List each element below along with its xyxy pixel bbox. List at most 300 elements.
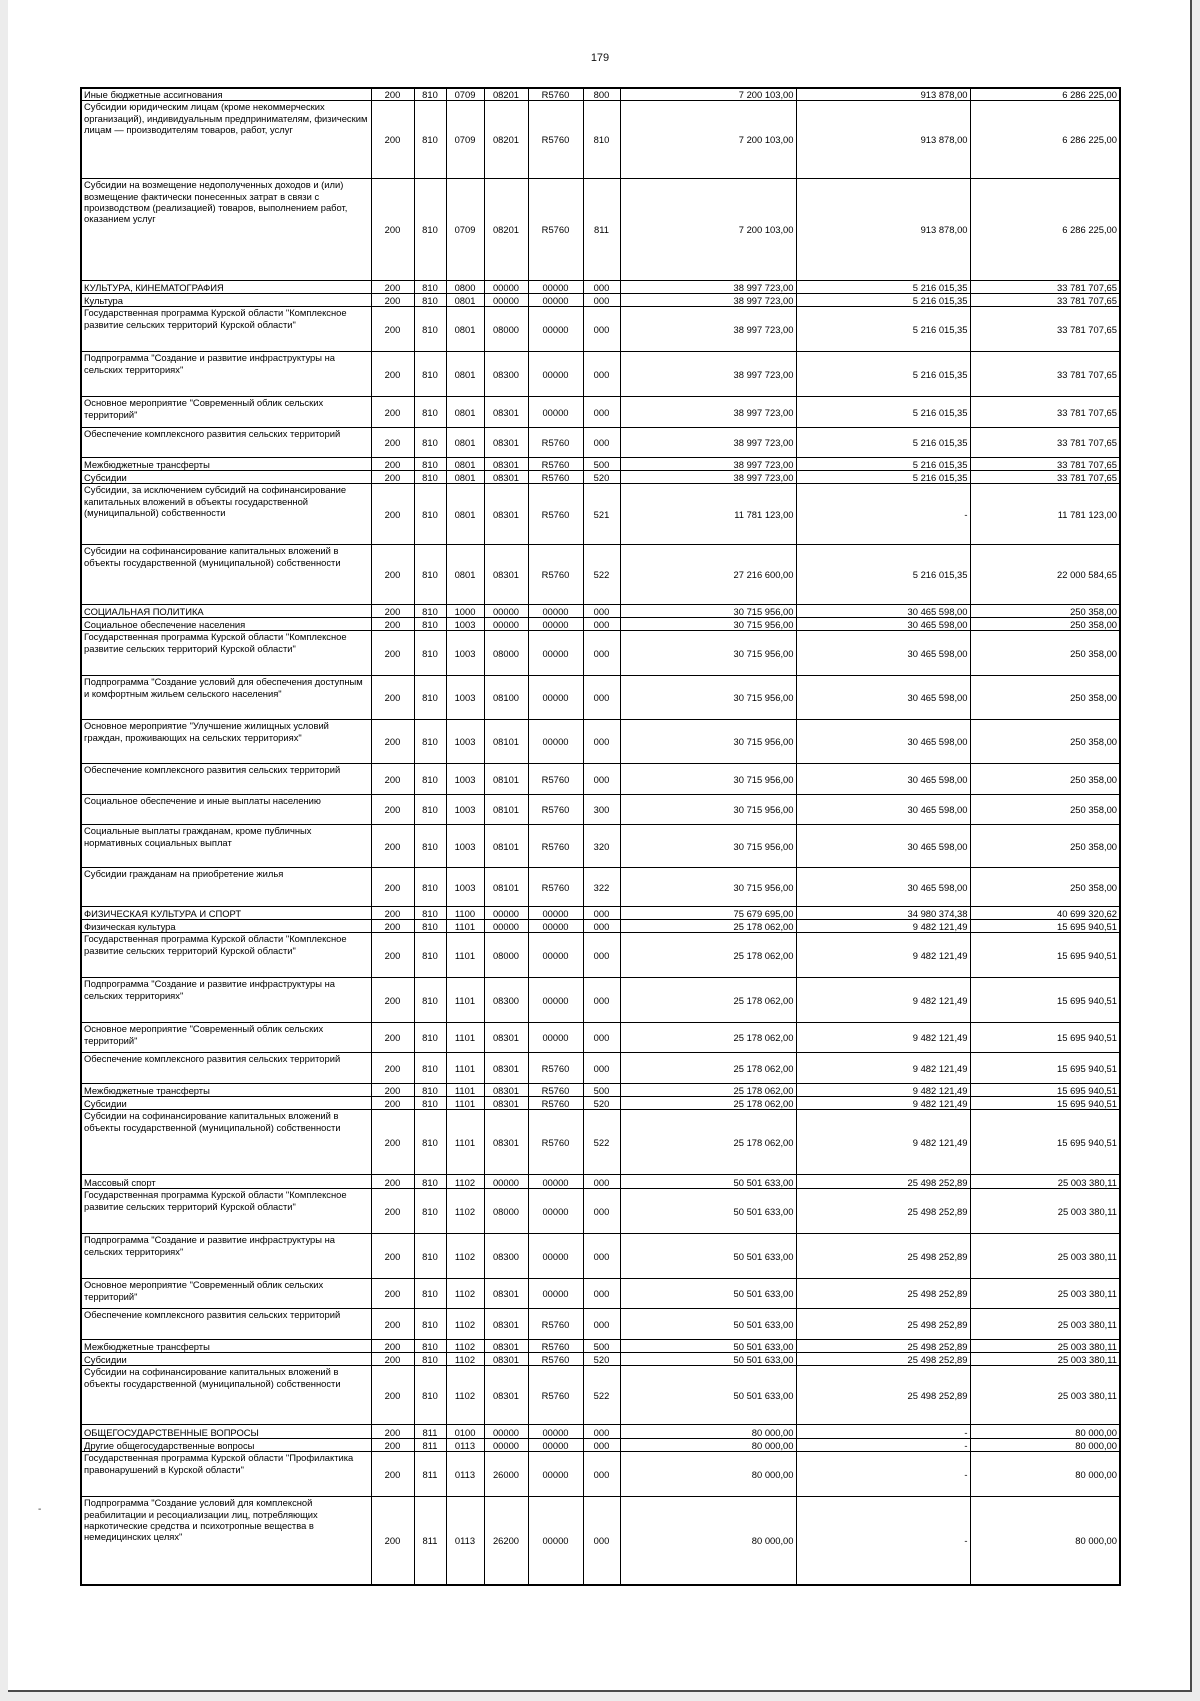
- cell-sum-amount: 30 715 956,00: [620, 676, 796, 720]
- cell-paid-amount: 30 465 598,00: [796, 868, 970, 907]
- cell-code-direction: 00000: [528, 907, 583, 920]
- cell-paid-amount: 913 878,00: [796, 101, 970, 179]
- cell-code-expense-type: 000: [583, 352, 620, 397]
- cell-code-grbs: 810: [414, 307, 446, 352]
- cell-code-section: 1102: [446, 1340, 484, 1353]
- cell-rest-amount: 33 781 707,65: [970, 352, 1120, 397]
- cell-code-admin: 200: [371, 397, 414, 428]
- cell-rest-amount: 33 781 707,65: [970, 307, 1120, 352]
- cell-code-program: 08301: [484, 484, 528, 545]
- cell-code-expense-type: 500: [583, 458, 620, 471]
- table-row: [81, 1309, 1120, 1340]
- cell-paid-amount: 30 465 598,00: [796, 825, 970, 868]
- cell-sum-amount: 38 997 723,00: [620, 397, 796, 428]
- cell-code-section: 1003: [446, 825, 484, 868]
- cell-code-direction: 00000: [528, 294, 583, 307]
- cell-code-expense-type: 522: [583, 545, 620, 605]
- cell-code-expense-type: 000: [583, 1452, 620, 1497]
- cell-name: Государственная программа Курской области "Профилактика правонарушений в Курской области": [81, 1452, 371, 1497]
- cell-code-section: 1102: [446, 1353, 484, 1366]
- cell-paid-amount: 5 216 015,35: [796, 352, 970, 397]
- table-row: [81, 920, 1120, 933]
- cell-name: Государственная программа Курской области "Комплексное развитие сельских территорий Курской области": [81, 307, 371, 352]
- cell-paid-amount: 5 216 015,35: [796, 294, 970, 307]
- cell-code-program: 00000: [484, 907, 528, 920]
- cell-rest-amount: 25 003 380,11: [970, 1189, 1120, 1234]
- cell-paid-amount: -: [796, 1439, 970, 1452]
- table-row: [81, 1175, 1120, 1189]
- cell-sum-amount: 50 501 633,00: [620, 1353, 796, 1366]
- cell-code-admin: 200: [371, 1309, 414, 1340]
- cell-code-program: 08201: [484, 179, 528, 281]
- cell-code-grbs: 810: [414, 1023, 446, 1053]
- cell-paid-amount: 9 482 121,49: [796, 978, 970, 1023]
- cell-code-section: 0801: [446, 397, 484, 428]
- cell-code-admin: 200: [371, 825, 414, 868]
- cell-code-expense-type: 000: [583, 1234, 620, 1279]
- cell-code-program: 08301: [484, 458, 528, 471]
- cell-code-direction: R5760: [528, 1053, 583, 1084]
- cell-code-grbs: 810: [414, 88, 446, 101]
- cell-code-grbs: 810: [414, 397, 446, 428]
- cell-name: Субсидии на софинансирование капитальных вложений в объекты государственной (муниципальной) собственности: [81, 1366, 371, 1425]
- table-row: [81, 397, 1120, 428]
- cell-code-grbs: 810: [414, 1110, 446, 1175]
- cell-code-section: 1101: [446, 1084, 484, 1097]
- cell-code-section: 1100: [446, 907, 484, 920]
- cell-code-direction: R5760: [528, 1340, 583, 1353]
- cell-code-expense-type: 520: [583, 471, 620, 484]
- cell-name: Обеспечение комплексного развития сельских территорий: [81, 1309, 371, 1340]
- cell-code-direction: R5760: [528, 764, 583, 795]
- cell-name: Субсидии на возмещение недополученных доходов и (или) возмещение фактически понесенных затрат в связи с производством (реализацией) товаров, выполнением работ, оказанием услуг: [81, 179, 371, 281]
- cell-name: Подпрограмма "Создание и развитие инфраструктуры на сельских территориях": [81, 978, 371, 1023]
- cell-rest-amount: 25 003 380,11: [970, 1279, 1120, 1309]
- cell-paid-amount: 25 498 252,89: [796, 1175, 970, 1189]
- cell-code-admin: 200: [371, 920, 414, 933]
- cell-sum-amount: 75 679 695,00: [620, 907, 796, 920]
- table-row: [81, 676, 1120, 720]
- cell-code-admin: 200: [371, 868, 414, 907]
- table-row: [81, 1234, 1120, 1279]
- table-row: [81, 1053, 1120, 1084]
- cell-code-section: 1101: [446, 1097, 484, 1110]
- cell-rest-amount: 250 358,00: [970, 825, 1120, 868]
- cell-code-expense-type: 522: [583, 1366, 620, 1425]
- cell-name: Подпрограмма "Создание и развитие инфраструктуры на сельских территориях": [81, 1234, 371, 1279]
- cell-rest-amount: 250 358,00: [970, 605, 1120, 618]
- table-row: [81, 88, 1120, 101]
- cell-code-section: 1003: [446, 631, 484, 676]
- cell-code-expense-type: 000: [583, 1023, 620, 1053]
- cell-code-direction: 00000: [528, 1189, 583, 1234]
- cell-code-section: 0801: [446, 471, 484, 484]
- cell-code-section: 1003: [446, 720, 484, 764]
- cell-code-program: 08301: [484, 1366, 528, 1425]
- cell-code-grbs: 810: [414, 868, 446, 907]
- cell-code-program: 08301: [484, 1279, 528, 1309]
- cell-paid-amount: 5 216 015,35: [796, 458, 970, 471]
- cell-code-section: 1003: [446, 868, 484, 907]
- cell-name: Физическая культура: [81, 920, 371, 933]
- cell-rest-amount: 6 286 225,00: [970, 88, 1120, 101]
- cell-code-admin: 200: [371, 720, 414, 764]
- cell-code-expense-type: 000: [583, 605, 620, 618]
- cell-code-program: 08300: [484, 1234, 528, 1279]
- cell-rest-amount: 80 000,00: [970, 1439, 1120, 1452]
- cell-code-program: 08301: [484, 397, 528, 428]
- cell-name: Межбюджетные трансферты: [81, 1340, 371, 1353]
- cell-code-grbs: 810: [414, 352, 446, 397]
- cell-code-admin: 200: [371, 471, 414, 484]
- cell-name: Социальное обеспечение населения: [81, 618, 371, 631]
- cell-code-admin: 200: [371, 307, 414, 352]
- cell-rest-amount: 250 358,00: [970, 720, 1120, 764]
- cell-code-direction: R5760: [528, 471, 583, 484]
- cell-rest-amount: 33 781 707,65: [970, 294, 1120, 307]
- table-row: [81, 1110, 1120, 1175]
- cell-code-program: 00000: [484, 294, 528, 307]
- cell-code-expense-type: 300: [583, 795, 620, 825]
- cell-name: Социальные выплаты гражданам, кроме публичных нормативных социальных выплат: [81, 825, 371, 868]
- cell-sum-amount: 25 178 062,00: [620, 1053, 796, 1084]
- cell-code-admin: 200: [371, 428, 414, 458]
- cell-code-section: 1102: [446, 1189, 484, 1234]
- cell-code-direction: 00000: [528, 676, 583, 720]
- cell-paid-amount: 25 498 252,89: [796, 1189, 970, 1234]
- cell-code-grbs: 810: [414, 179, 446, 281]
- cell-code-grbs: 810: [414, 458, 446, 471]
- cell-code-direction: 00000: [528, 720, 583, 764]
- table-row: [81, 1189, 1120, 1234]
- cell-name: ОБЩЕГОСУДАРСТВЕННЫЕ ВОПРОСЫ: [81, 1425, 371, 1439]
- cell-paid-amount: 5 216 015,35: [796, 397, 970, 428]
- cell-code-admin: 200: [371, 1452, 414, 1497]
- cell-sum-amount: 38 997 723,00: [620, 352, 796, 397]
- cell-code-expense-type: 000: [583, 1053, 620, 1084]
- table-row: [81, 471, 1120, 484]
- cell-code-program: 08301: [484, 1084, 528, 1097]
- page-number: 179: [590, 52, 610, 64]
- cell-code-admin: 200: [371, 352, 414, 397]
- cell-code-expense-type: 000: [583, 1309, 620, 1340]
- cell-sum-amount: 50 501 633,00: [620, 1279, 796, 1309]
- cell-code-section: 1101: [446, 978, 484, 1023]
- cell-paid-amount: 25 498 252,89: [796, 1234, 970, 1279]
- table-row: [81, 352, 1120, 397]
- cell-paid-amount: 9 482 121,49: [796, 1053, 970, 1084]
- cell-rest-amount: 33 781 707,65: [970, 458, 1120, 471]
- cell-rest-amount: 15 695 940,51: [970, 1053, 1120, 1084]
- cell-code-direction: R5760: [528, 428, 583, 458]
- cell-code-expense-type: 000: [583, 676, 620, 720]
- cell-sum-amount: 50 501 633,00: [620, 1175, 796, 1189]
- cell-code-grbs: 810: [414, 1189, 446, 1234]
- cell-code-section: 1102: [446, 1279, 484, 1309]
- cell-code-grbs: 810: [414, 1053, 446, 1084]
- cell-rest-amount: 25 003 380,11: [970, 1366, 1120, 1425]
- cell-code-program: 00000: [484, 1425, 528, 1439]
- cell-sum-amount: 38 997 723,00: [620, 307, 796, 352]
- budget-table-body: [81, 88, 1120, 1585]
- cell-code-direction: R5760: [528, 1309, 583, 1340]
- cell-code-section: 1102: [446, 1234, 484, 1279]
- cell-code-section: 0801: [446, 352, 484, 397]
- cell-code-admin: 200: [371, 294, 414, 307]
- cell-rest-amount: 33 781 707,65: [970, 471, 1120, 484]
- cell-code-expense-type: 811: [583, 179, 620, 281]
- cell-code-grbs: 811: [414, 1439, 446, 1452]
- cell-code-expense-type: 000: [583, 933, 620, 978]
- cell-code-admin: 200: [371, 1110, 414, 1175]
- cell-code-direction: 00000: [528, 920, 583, 933]
- table-row: [81, 825, 1120, 868]
- cell-name: Межбюджетные трансферты: [81, 458, 371, 471]
- cell-name: Субсидии юридическим лицам (кроме некоммерческих организаций), индивидуальным предпринимателям, физическим лицам — производителям товаров, работ, услуг: [81, 101, 371, 179]
- cell-code-direction: 00000: [528, 1234, 583, 1279]
- table-row: [81, 458, 1120, 471]
- cell-name: Субсидии: [81, 471, 371, 484]
- cell-code-program: 00000: [484, 920, 528, 933]
- cell-sum-amount: 50 501 633,00: [620, 1366, 796, 1425]
- cell-code-section: 1101: [446, 1023, 484, 1053]
- cell-paid-amount: 25 498 252,89: [796, 1353, 970, 1366]
- cell-rest-amount: 25 003 380,11: [970, 1309, 1120, 1340]
- table-row: [81, 294, 1120, 307]
- cell-paid-amount: 9 482 121,49: [796, 1084, 970, 1097]
- cell-code-grbs: 810: [414, 978, 446, 1023]
- cell-code-admin: 200: [371, 1084, 414, 1097]
- cell-code-direction: R5760: [528, 101, 583, 179]
- cell-code-admin: 200: [371, 281, 414, 294]
- cell-code-admin: 200: [371, 1234, 414, 1279]
- cell-code-grbs: 810: [414, 545, 446, 605]
- cell-rest-amount: 250 358,00: [970, 631, 1120, 676]
- cell-code-program: 00000: [484, 1439, 528, 1452]
- cell-rest-amount: 33 781 707,65: [970, 428, 1120, 458]
- cell-code-grbs: 810: [414, 101, 446, 179]
- cell-code-section: 1003: [446, 676, 484, 720]
- cell-code-program: 08000: [484, 933, 528, 978]
- cell-name: ФИЗИЧЕСКАЯ КУЛЬТУРА И СПОРТ: [81, 907, 371, 920]
- cell-name: Обеспечение комплексного развития сельских территорий: [81, 764, 371, 795]
- table-row: [81, 618, 1120, 631]
- cell-code-grbs: 810: [414, 825, 446, 868]
- cell-rest-amount: 250 358,00: [970, 764, 1120, 795]
- cell-code-admin: 200: [371, 101, 414, 179]
- cell-sum-amount: 80 000,00: [620, 1452, 796, 1497]
- cell-code-section: 1101: [446, 920, 484, 933]
- cell-code-expense-type: 000: [583, 1279, 620, 1309]
- cell-name: Основное мероприятие "Улучшение жилищных условий граждан, проживающих на сельских территориях": [81, 720, 371, 764]
- cell-code-program: 08201: [484, 88, 528, 101]
- cell-code-program: 08000: [484, 307, 528, 352]
- cell-sum-amount: 38 997 723,00: [620, 428, 796, 458]
- cell-sum-amount: 30 715 956,00: [620, 631, 796, 676]
- cell-sum-amount: 50 501 633,00: [620, 1340, 796, 1353]
- budget-table: [80, 87, 1121, 1586]
- cell-code-expense-type: 000: [583, 631, 620, 676]
- cell-code-admin: 200: [371, 1439, 414, 1452]
- cell-paid-amount: 913 878,00: [796, 88, 970, 101]
- cell-rest-amount: 80 000,00: [970, 1452, 1120, 1497]
- cell-rest-amount: 15 695 940,51: [970, 1110, 1120, 1175]
- cell-code-program: 08000: [484, 631, 528, 676]
- cell-rest-amount: 25 003 380,11: [970, 1175, 1120, 1189]
- cell-code-direction: R5760: [528, 1353, 583, 1366]
- cell-paid-amount: 34 980 374,38: [796, 907, 970, 920]
- table-row: [81, 428, 1120, 458]
- cell-code-direction: R5760: [528, 795, 583, 825]
- cell-code-grbs: 810: [414, 631, 446, 676]
- cell-code-direction: 00000: [528, 307, 583, 352]
- cell-rest-amount: 6 286 225,00: [970, 101, 1120, 179]
- table-row: [81, 605, 1120, 618]
- cell-code-section: 1000: [446, 605, 484, 618]
- cell-name: КУЛЬТУРА, КИНЕМАТОГРАФИЯ: [81, 281, 371, 294]
- cell-code-grbs: 811: [414, 1425, 446, 1439]
- table-row: [81, 1452, 1120, 1497]
- cell-code-expense-type: 800: [583, 88, 620, 101]
- cell-code-grbs: 811: [414, 1497, 446, 1585]
- cell-code-direction: R5760: [528, 88, 583, 101]
- cell-code-admin: 200: [371, 1340, 414, 1353]
- cell-code-section: 0709: [446, 101, 484, 179]
- cell-code-direction: R5760: [528, 545, 583, 605]
- cell-code-direction: 00000: [528, 1023, 583, 1053]
- table-row: [81, 1497, 1120, 1585]
- table-row: [81, 179, 1120, 281]
- cell-paid-amount: 5 216 015,35: [796, 471, 970, 484]
- cell-paid-amount: 913 878,00: [796, 179, 970, 281]
- cell-sum-amount: 7 200 103,00: [620, 179, 796, 281]
- cell-rest-amount: 15 695 940,51: [970, 1023, 1120, 1053]
- cell-rest-amount: 22 000 584,65: [970, 545, 1120, 605]
- cell-paid-amount: 9 482 121,49: [796, 1110, 970, 1175]
- cell-code-expense-type: 000: [583, 1425, 620, 1439]
- cell-rest-amount: 80 000,00: [970, 1425, 1120, 1439]
- cell-code-program: 08301: [484, 1023, 528, 1053]
- cell-paid-amount: -: [796, 484, 970, 545]
- table-row: [81, 1425, 1120, 1439]
- table-row: [81, 1279, 1120, 1309]
- cell-sum-amount: 50 501 633,00: [620, 1189, 796, 1234]
- cell-paid-amount: 5 216 015,35: [796, 281, 970, 294]
- cell-code-section: 0709: [446, 88, 484, 101]
- table-row: [81, 545, 1120, 605]
- cell-name: Основное мероприятие "Современный облик сельских территорий": [81, 1023, 371, 1053]
- cell-code-program: 00000: [484, 281, 528, 294]
- cell-paid-amount: -: [796, 1425, 970, 1439]
- cell-code-section: 0113: [446, 1439, 484, 1452]
- cell-code-section: 1101: [446, 1053, 484, 1084]
- cell-sum-amount: 7 200 103,00: [620, 101, 796, 179]
- cell-code-grbs: 810: [414, 1279, 446, 1309]
- cell-code-expense-type: 000: [583, 1189, 620, 1234]
- cell-code-direction: 00000: [528, 1497, 583, 1585]
- cell-sum-amount: 38 997 723,00: [620, 471, 796, 484]
- cell-paid-amount: 30 465 598,00: [796, 764, 970, 795]
- cell-sum-amount: 30 715 956,00: [620, 764, 796, 795]
- cell-code-grbs: 810: [414, 605, 446, 618]
- cell-code-grbs: 810: [414, 1175, 446, 1189]
- cell-code-expense-type: 000: [583, 428, 620, 458]
- cell-code-direction: R5760: [528, 1110, 583, 1175]
- cell-code-grbs: 810: [414, 294, 446, 307]
- cell-paid-amount: 9 482 121,49: [796, 1023, 970, 1053]
- cell-code-expense-type: 520: [583, 1097, 620, 1110]
- cell-code-program: 08300: [484, 978, 528, 1023]
- cell-paid-amount: 25 498 252,89: [796, 1340, 970, 1353]
- cell-code-grbs: 810: [414, 795, 446, 825]
- cell-rest-amount: 40 699 320,62: [970, 907, 1120, 920]
- cell-code-direction: R5760: [528, 1084, 583, 1097]
- cell-code-direction: R5760: [528, 1366, 583, 1425]
- cell-code-direction: 00000: [528, 605, 583, 618]
- cell-sum-amount: 30 715 956,00: [620, 825, 796, 868]
- cell-code-grbs: 810: [414, 471, 446, 484]
- cell-code-grbs: 810: [414, 1353, 446, 1366]
- cell-code-admin: 200: [371, 1189, 414, 1234]
- cell-code-expense-type: 320: [583, 825, 620, 868]
- cell-code-program: 26000: [484, 1452, 528, 1497]
- cell-name: Государственная программа Курской области "Комплексное развитие сельских территорий Курской области": [81, 933, 371, 978]
- cell-code-admin: 200: [371, 1097, 414, 1110]
- cell-code-program: 08201: [484, 101, 528, 179]
- cell-code-grbs: 810: [414, 1340, 446, 1353]
- table-row: [81, 933, 1120, 978]
- cell-code-section: 0801: [446, 458, 484, 471]
- cell-code-admin: 200: [371, 1353, 414, 1366]
- cell-name: Государственная программа Курской области "Комплексное развитие сельских территорий Курской области": [81, 631, 371, 676]
- cell-code-direction: R5760: [528, 179, 583, 281]
- cell-code-section: 1003: [446, 795, 484, 825]
- document-page: [8, 0, 1192, 1692]
- cell-code-expense-type: 810: [583, 101, 620, 179]
- cell-code-expense-type: 520: [583, 1353, 620, 1366]
- cell-code-program: 26200: [484, 1497, 528, 1585]
- table-row: [81, 764, 1120, 795]
- cell-name: Субсидии: [81, 1097, 371, 1110]
- cell-code-direction: 00000: [528, 631, 583, 676]
- cell-sum-amount: 25 178 062,00: [620, 920, 796, 933]
- cell-paid-amount: 25 498 252,89: [796, 1309, 970, 1340]
- cell-paid-amount: 25 498 252,89: [796, 1279, 970, 1309]
- cell-code-expense-type: 000: [583, 307, 620, 352]
- cell-name: Государственная программа Курской области "Комплексное развитие сельских территорий Курской области": [81, 1189, 371, 1234]
- cell-code-program: 08301: [484, 1110, 528, 1175]
- table-row: [81, 720, 1120, 764]
- cell-code-expense-type: 000: [583, 978, 620, 1023]
- cell-code-expense-type: 522: [583, 1110, 620, 1175]
- cell-name: Межбюджетные трансферты: [81, 1084, 371, 1097]
- cell-code-direction: R5760: [528, 484, 583, 545]
- cell-paid-amount: 9 482 121,49: [796, 920, 970, 933]
- table-row: [81, 868, 1120, 907]
- cell-rest-amount: 25 003 380,11: [970, 1340, 1120, 1353]
- cell-rest-amount: 15 695 940,51: [970, 920, 1120, 933]
- cell-sum-amount: 30 715 956,00: [620, 720, 796, 764]
- cell-code-admin: 200: [371, 484, 414, 545]
- cell-code-program: 00000: [484, 605, 528, 618]
- cell-code-expense-type: 000: [583, 294, 620, 307]
- cell-code-program: 08101: [484, 764, 528, 795]
- cell-code-section: 0801: [446, 484, 484, 545]
- cell-sum-amount: 27 216 600,00: [620, 545, 796, 605]
- table-row: [81, 101, 1120, 179]
- cell-code-grbs: 810: [414, 933, 446, 978]
- cell-code-grbs: 810: [414, 618, 446, 631]
